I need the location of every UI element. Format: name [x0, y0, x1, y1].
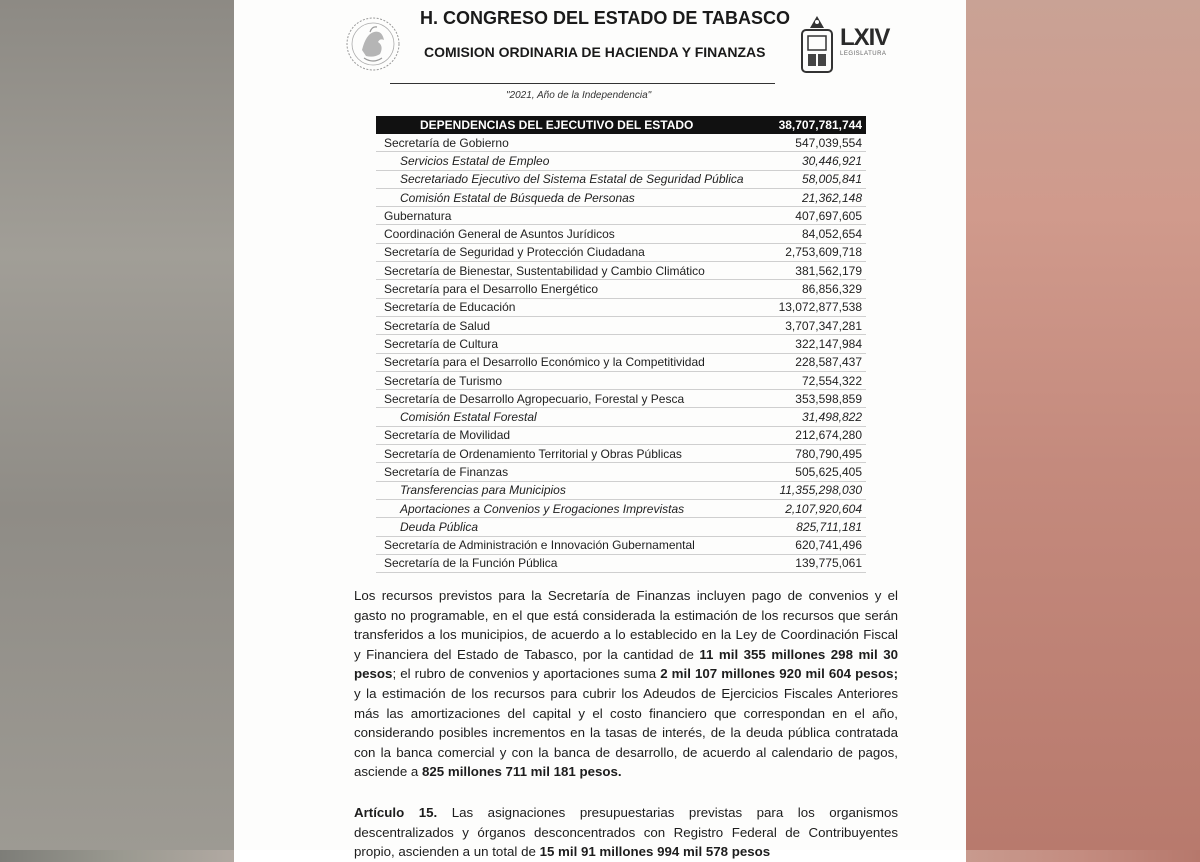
paragraph-text: ; el rubro de convenios y aportaciones suma	[392, 666, 661, 682]
table-row	[376, 262, 866, 280]
table-row	[376, 537, 866, 555]
row-value: 2,753,609,718	[785, 245, 862, 260]
row-label: Secretaría para el Desarrollo Económico y la Competitividad	[384, 355, 705, 370]
article-text: Las asignaciones presupuestarias previstas para los organismos descentralizados y órganos desconcentrados con Registro Federal de Contribuyentes propio, ascienden a un total de	[354, 805, 898, 860]
table-row	[376, 518, 866, 536]
row-value: 322,147,984	[795, 336, 862, 351]
paragraph-amount-transfers: 11 mil 355 millones 298 mil 30 pesos	[354, 646, 898, 682]
table-body	[376, 134, 866, 573]
table-row	[376, 555, 866, 573]
table-row	[376, 280, 866, 298]
background-right	[966, 0, 1200, 850]
row-label: Comisión Estatal Forestal	[400, 410, 537, 425]
row-label: Secretaría de Finanzas	[384, 464, 509, 479]
row-label: Secretaría de Turismo	[384, 373, 503, 388]
row-value: 825,711,181	[796, 519, 862, 534]
row-value: 353,598,859	[795, 391, 862, 406]
table-row	[376, 408, 866, 426]
table-header	[376, 116, 866, 134]
paragraph-text: y la estimación de los recursos para cubrir los Adeudos de Ejercicios Fiscales Anteriores más las amortizaciones del capital y el costo financiero que correspondan en el año, considerando posibles incrementos en la tasas de interés, de la deuda pública contratada con la banca comercial y con la banca de desarrollo, de acuerdo al calendario de pagos, asciende a	[354, 685, 898, 780]
document-page	[234, 0, 966, 860]
row-value: 21,362,148	[801, 190, 862, 205]
row-value: 2,107,920,604	[785, 501, 862, 516]
row-label: Deuda Pública	[400, 519, 479, 534]
table-row	[376, 207, 866, 225]
table-row	[376, 390, 866, 408]
document-title: H. CONGRESO DEL ESTADO DE TABASCO	[420, 8, 791, 28]
table-row	[376, 171, 866, 189]
row-value: 620,741,496	[795, 538, 862, 553]
table-row	[376, 427, 866, 445]
legislature-number: LXIV	[840, 24, 890, 51]
table-row	[376, 354, 866, 372]
row-value: 31,498,822	[801, 410, 862, 425]
table-row	[376, 335, 866, 353]
row-value: 228,587,437	[795, 355, 862, 370]
row-label: Secretaría de Gobierno	[384, 135, 509, 150]
row-value: 3,707,347,281	[785, 318, 862, 333]
row-label: Secretaría de Desarrollo Agropecuario, Forestal y Pesca	[384, 391, 685, 406]
row-label: Coordinación General de Asuntos Jurídicos	[384, 227, 615, 242]
row-label: Secretaría de Educación	[384, 300, 516, 315]
table-row	[376, 134, 866, 152]
table-row	[376, 299, 866, 317]
coat-of-arms-seal-icon	[344, 14, 402, 76]
row-value: 139,775,061	[795, 556, 862, 571]
row-value: 30,446,921	[801, 153, 862, 168]
table-row	[376, 189, 866, 207]
congress-logo-icon	[794, 12, 839, 78]
table-header-label: DEPENDENCIAS DEL EJECUTIVO DEL ESTADO	[420, 118, 694, 132]
budget-table	[376, 116, 866, 573]
article-amount: 15 mil 91 millones 994 mil 578 pesos	[539, 844, 771, 860]
row-label: Secretariado Ejecutivo del Sistema Estatal de Seguridad Pública	[400, 172, 744, 187]
row-label: Aportaciones a Convenios y Erogaciones Imprevistas	[400, 501, 685, 516]
table-row	[376, 152, 866, 170]
article-15	[354, 803, 898, 862]
row-value: 407,697,605	[795, 208, 862, 223]
paragraph-amount-convenios: 2 mil 107 millones 920 mil 604 pesos;	[660, 666, 898, 682]
row-label: Secretaría de Salud	[384, 318, 491, 333]
row-value: 72,554,322	[801, 373, 862, 388]
row-label: Gubernatura	[384, 208, 452, 223]
table-row	[376, 482, 866, 500]
row-value: 58,005,841	[801, 172, 862, 187]
row-value: 547,039,554	[795, 135, 862, 150]
table-row	[376, 372, 866, 390]
year-motto: "2021, Año de la Independencia"	[506, 90, 652, 101]
paragraph-text: Los recursos previstos para la Secretaría de Finanzas incluyen pago de convenios y el gasto no programable, en el que está considerada la estimación de los recursos que serán transferidos a los municipios, de acuerdo a lo establecido en la Ley de Coordinación Fiscal y Financiera del Estado de Tabasco, por la cantidad de	[354, 588, 898, 662]
row-label: Secretaría de la Función Pública	[384, 556, 558, 571]
row-value: 381,562,179	[795, 263, 862, 278]
row-value: 13,072,877,538	[778, 300, 862, 315]
row-label: Secretaría de Bienestar, Sustentabilidad y Cambio Climático	[384, 263, 705, 278]
row-label: Secretaría de Cultura	[384, 336, 499, 351]
table-row	[376, 500, 866, 518]
legislature-label: LEGISLATURA	[840, 51, 887, 57]
header-divider	[390, 83, 775, 84]
row-value: 84,052,654	[801, 227, 862, 242]
row-label: Secretaría de Movilidad	[384, 428, 511, 443]
table-row	[376, 463, 866, 481]
row-label: Servicios Estatal de Empleo	[400, 153, 550, 168]
table-row	[376, 225, 866, 243]
row-value: 780,790,495	[795, 446, 862, 461]
row-label: Comisión Estatal de Búsqueda de Personas	[400, 190, 635, 205]
commission-subtitle: COMISION ORDINARIA DE HACIENDA Y FINANZAS	[424, 44, 766, 60]
table-header-total: 38,707,781,744	[778, 118, 862, 132]
row-label: Secretaría de Seguridad y Protección Ciudadana	[384, 245, 645, 260]
row-value: 11,355,298,030	[779, 483, 862, 498]
legislature-logo-text	[840, 26, 889, 58]
row-label: Secretaría de Administración e Innovación Gubernamental	[384, 538, 695, 553]
background-left	[0, 0, 234, 850]
row-label: Secretaría para el Desarrollo Energético	[384, 282, 599, 297]
row-value: 505,625,405	[795, 464, 862, 479]
paragraph-amount-debt: 825 millones 711 mil 181 pesos.	[422, 764, 622, 780]
table-row	[376, 445, 866, 463]
table-row	[376, 244, 866, 262]
row-value: 212,674,280	[795, 428, 862, 443]
table-row	[376, 317, 866, 335]
article-label: Artículo 15.	[354, 805, 438, 820]
row-label: Transferencias para Municipios	[400, 483, 566, 498]
row-label: Secretaría de Ordenamiento Territorial y Obras Públicas	[384, 446, 682, 461]
finance-paragraph	[354, 586, 898, 782]
row-value: 86,856,329	[801, 282, 862, 297]
